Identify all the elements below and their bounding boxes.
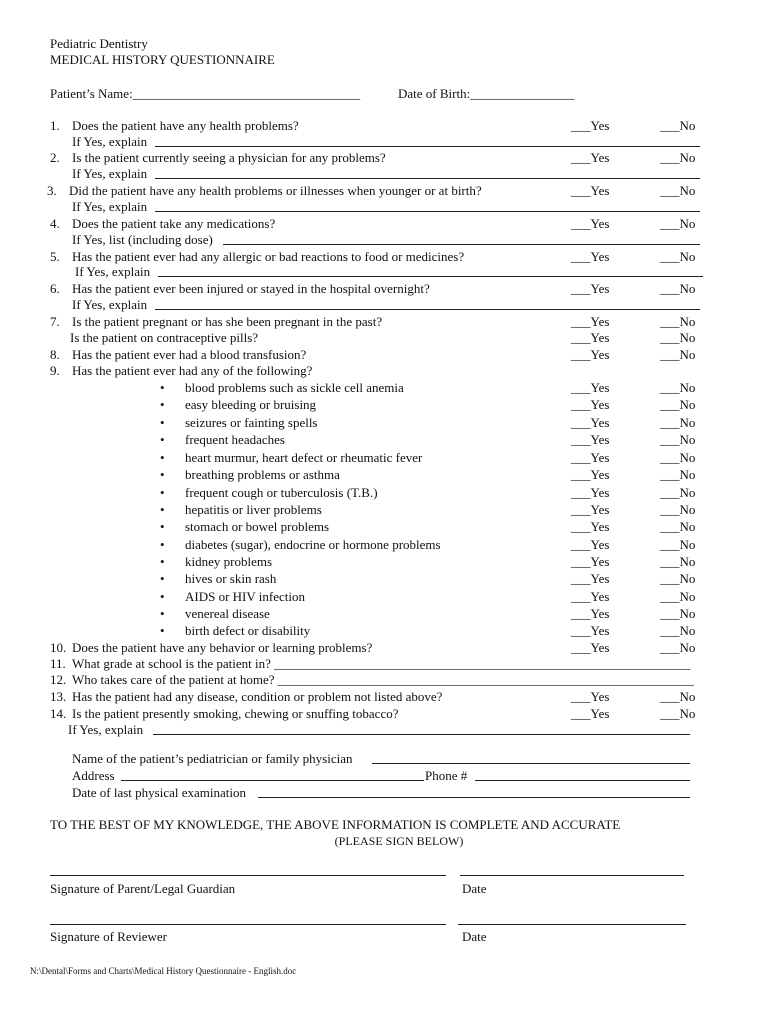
bullet: •	[160, 415, 165, 430]
explain-label: If Yes, explain	[75, 264, 151, 279]
question-number: 5.	[50, 249, 60, 264]
yes-option[interactable]: ___Yes	[571, 537, 610, 552]
condition-text: AIDS or HIV infection	[185, 589, 305, 604]
yes-option[interactable]: ___Yes	[571, 706, 610, 721]
caretaker-field[interactable]: Who takes care of the patient at home? ________________________________________________________________	[72, 672, 694, 687]
yes-option[interactable]: ___Yes	[571, 118, 610, 133]
yes-option[interactable]: ___Yes	[571, 216, 610, 231]
patient-name-field[interactable]: Patient’s Name:___________________________________	[50, 86, 361, 101]
bullet: •	[160, 432, 165, 447]
file-path-footer: N:\Dental\Forms and Charts\Medical History Questionnaire - English.doc	[30, 966, 297, 976]
question-number: 13.	[50, 689, 67, 704]
yes-option[interactable]: ___Yes	[571, 589, 610, 604]
condition-text: blood problems such as sickle cell anemia	[185, 380, 404, 395]
question-text: Is the patient currently seeing a physician for any problems?	[72, 150, 386, 165]
condition-text: kidney problems	[185, 554, 273, 569]
yes-option[interactable]: ___Yes	[571, 415, 610, 430]
yes-option[interactable]: ___Yes	[571, 554, 610, 569]
yes-option[interactable]: ___Yes	[571, 467, 610, 482]
yes-option[interactable]: ___Yes	[571, 432, 610, 447]
explain-line[interactable]	[155, 146, 700, 147]
question-number: 7.	[50, 314, 60, 329]
question-number: 1.	[50, 118, 60, 133]
bullet: •	[160, 450, 165, 465]
question-text: Has the patient ever had a blood transfusion?	[72, 347, 307, 362]
no-option[interactable]: ___No	[660, 571, 696, 586]
date-label: Date	[462, 881, 487, 896]
question-text: Has the patient ever been injured or stayed in the hospital overnight?	[72, 281, 430, 296]
question-text: Has the patient ever had any allergic or bad reactions to food or medicines?	[72, 249, 465, 264]
yes-option[interactable]: ___Yes	[571, 397, 610, 412]
question-number: 6.	[50, 281, 60, 296]
condition-text: frequent cough or tuberculosis (T.B.)	[185, 485, 378, 500]
bullet: •	[160, 571, 165, 586]
condition-text: venereal disease	[185, 606, 270, 621]
explain-label: If Yes, explain	[68, 722, 144, 737]
physician-name-label: Name of the patient’s pediatrician or family physician	[72, 751, 353, 766]
yes-option[interactable]: ___Yes	[571, 485, 610, 500]
question-number: 3.	[47, 183, 57, 198]
question-text: Is the patient on contraceptive pills?	[70, 330, 259, 345]
no-option[interactable]: ___No	[660, 314, 696, 329]
question-text: Does the patient take any medications?	[72, 216, 276, 231]
yes-option[interactable]: ___Yes	[571, 502, 610, 517]
date-label: Date	[462, 929, 487, 944]
no-option[interactable]: ___No	[660, 519, 696, 534]
explain-label: If Yes, explain	[72, 134, 148, 149]
bullet: •	[160, 467, 165, 482]
yes-option[interactable]: ___Yes	[571, 183, 610, 198]
no-option[interactable]: ___No	[660, 640, 696, 655]
question-text: Has the patient had any disease, condition or problem not listed above?	[72, 689, 443, 704]
question-number: 14.	[50, 706, 67, 721]
sign-instruction: (PLEASE SIGN BELOW)	[334, 834, 464, 848]
condition-text: stomach or bowel problems	[185, 519, 330, 534]
no-option[interactable]: ___No	[660, 502, 696, 517]
form-title: MEDICAL HISTORY QUESTIONNAIRE	[50, 52, 275, 67]
no-option[interactable]: ___No	[660, 689, 696, 704]
yes-option[interactable]: ___Yes	[571, 519, 610, 534]
condition-text: seizures or fainting spells	[185, 415, 318, 430]
yes-option[interactable]: ___Yes	[571, 150, 610, 165]
bullet: •	[160, 589, 165, 604]
question-text: Did the patient have any health problems or illnesses when younger or at birth?	[69, 183, 482, 198]
no-option[interactable]: ___No	[660, 467, 696, 482]
no-option[interactable]: ___No	[660, 415, 696, 430]
bullet: •	[160, 485, 165, 500]
bullet: •	[160, 380, 165, 395]
question-text: Does the patient have any health problems?	[72, 118, 299, 133]
explain-line[interactable]	[158, 276, 703, 277]
parent-signature-line[interactable]	[50, 875, 446, 876]
parent-date-line[interactable]	[460, 875, 684, 876]
bullet: •	[160, 606, 165, 621]
explain-line[interactable]	[153, 734, 690, 735]
yes-option[interactable]: ___Yes	[571, 571, 610, 586]
no-option[interactable]: ___No	[660, 183, 696, 198]
explain-label: If Yes, explain	[72, 199, 148, 214]
reviewer-signature-line[interactable]	[50, 924, 446, 925]
bullet: •	[160, 397, 165, 412]
date-of-birth-field[interactable]: Date of Birth:________________	[398, 86, 575, 101]
yes-option[interactable]: ___Yes	[571, 640, 610, 655]
practice-name: Pediatric Dentistry	[50, 36, 148, 51]
last-exam-line[interactable]	[258, 797, 690, 798]
question-number: 4.	[50, 216, 60, 231]
explain-line[interactable]	[155, 178, 700, 179]
question-number: 9.	[50, 363, 60, 378]
no-option[interactable]: ___No	[660, 623, 696, 638]
no-option[interactable]: ___No	[660, 432, 696, 447]
no-option[interactable]: ___No	[660, 330, 696, 345]
yes-option[interactable]: ___Yes	[571, 623, 610, 638]
question-number: 12.	[50, 672, 67, 687]
yes-option[interactable]: ___Yes	[571, 314, 610, 329]
phone-line[interactable]	[475, 780, 690, 781]
no-option[interactable]: ___No	[660, 706, 696, 721]
question-number: 8.	[50, 347, 60, 362]
explain-line[interactable]	[155, 309, 700, 310]
explain-label: If Yes, explain	[72, 166, 148, 181]
no-option[interactable]: ___No	[660, 118, 696, 133]
no-option[interactable]: ___No	[660, 380, 696, 395]
condition-text: easy bleeding or bruising	[185, 397, 317, 412]
bullet: •	[160, 537, 165, 552]
certification-statement: TO THE BEST OF MY KNOWLEDGE, THE ABOVE INFORMATION IS COMPLETE AND ACCURATE	[50, 817, 621, 832]
no-option[interactable]: ___No	[660, 554, 696, 569]
physician-name-line[interactable]	[372, 763, 690, 764]
bullet: •	[160, 554, 165, 569]
medication-list-line[interactable]	[223, 244, 700, 245]
address-line[interactable]	[121, 780, 424, 781]
no-option[interactable]: ___No	[660, 249, 696, 264]
yes-option[interactable]: ___Yes	[571, 689, 610, 704]
no-option[interactable]: ___No	[660, 450, 696, 465]
no-option[interactable]: ___No	[660, 537, 696, 552]
bullet: •	[160, 502, 165, 517]
condition-text: breathing problems or asthma	[185, 467, 340, 482]
reviewer-date-line[interactable]	[458, 924, 686, 925]
question-text: Has the patient ever had any of the following?	[72, 363, 313, 378]
school-grade-field[interactable]: What grade at school is the patient in? ________________________________________________________________	[72, 656, 691, 671]
question-number: 10.	[50, 640, 67, 655]
no-option[interactable]: ___No	[660, 485, 696, 500]
parent-signature-label: Signature of Parent/Legal Guardian	[50, 881, 236, 896]
explain-label: If Yes, explain	[72, 297, 148, 312]
question-text: Does the patient have any behavior or learning problems?	[72, 640, 373, 655]
last-exam-label: Date of last physical examination	[72, 785, 247, 800]
no-option[interactable]: ___No	[660, 397, 696, 412]
condition-text: diabetes (sugar), endocrine or hormone problems	[185, 537, 441, 552]
yes-option[interactable]: ___Yes	[571, 249, 610, 264]
phone-label: Phone #	[425, 768, 468, 783]
question-number: 2.	[50, 150, 60, 165]
no-option[interactable]: ___No	[660, 216, 696, 231]
medication-list-label: If Yes, list (including dose)	[72, 232, 213, 247]
condition-text: birth defect or disability	[185, 623, 311, 638]
question-text: Is the patient presently smoking, chewing or snuffing tobacco?	[72, 706, 399, 721]
condition-text: heart murmur, heart defect or rheumatic fever	[185, 450, 423, 465]
no-option[interactable]: ___No	[660, 347, 696, 362]
question-text: Is the patient pregnant or has she been pregnant in the past?	[72, 314, 383, 329]
no-option[interactable]: ___No	[660, 606, 696, 621]
no-option[interactable]: ___No	[660, 589, 696, 604]
reviewer-signature-label: Signature of Reviewer	[50, 929, 167, 944]
yes-option[interactable]: ___Yes	[571, 450, 610, 465]
bullet: •	[160, 623, 165, 638]
yes-option[interactable]: ___Yes	[571, 347, 610, 362]
no-option[interactable]: ___No	[660, 150, 696, 165]
condition-text: frequent headaches	[185, 432, 285, 447]
explain-line[interactable]	[155, 211, 700, 212]
condition-text: hepatitis or liver problems	[185, 502, 322, 517]
yes-option[interactable]: ___Yes	[571, 380, 610, 395]
yes-option[interactable]: ___Yes	[571, 330, 610, 345]
bullet: •	[160, 519, 165, 534]
question-number: 11.	[50, 656, 66, 671]
yes-option[interactable]: ___Yes	[571, 606, 610, 621]
address-label: Address	[72, 768, 115, 783]
yes-option[interactable]: ___Yes	[571, 281, 610, 296]
condition-text: hives or skin rash	[185, 571, 277, 586]
no-option[interactable]: ___No	[660, 281, 696, 296]
